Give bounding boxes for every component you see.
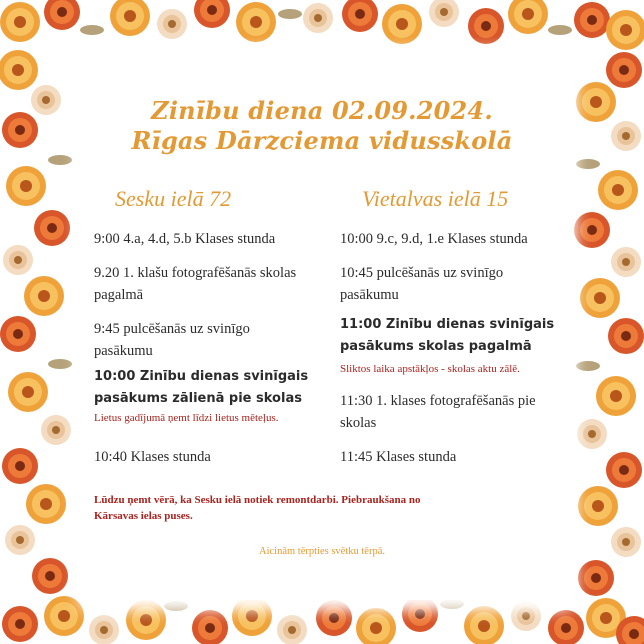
schedule-item: 9:00 4.a, 4.d, 5.b Klases stunda <box>94 231 276 247</box>
page-title-line1: Zinību diena 02.09.2024. <box>151 96 493 125</box>
schedule-item: 9:45 pulcēšanās uz svinīgo pasākumu <box>94 321 250 359</box>
schedule-item: 11:45 Klases stunda <box>340 449 457 465</box>
schedule-item: 9.20 1. klašu fotografēšanās skolas pagalmā <box>94 265 297 303</box>
roadworks-warning: Lūdzu ņemt vērā, ka Sesku ielā notiek remontdarbi. Piebraukšana no Kārsavas ielas puses. <box>94 494 421 522</box>
right-column-heading: Vietalvas ielā 15 <box>362 186 509 211</box>
weather-note: Sliktos laika apstākļos - skolas aktu zālē. <box>340 363 520 375</box>
schedule-item: 11:30 1. klases fotografēšanās pie skolas <box>340 393 536 431</box>
schedule-item-highlight: 11:00 Zinību dienas svinīgais pasākums skolas pagalmā <box>340 317 555 354</box>
schedule-item: 10:45 pulcēšanās uz svinīgo pasākumu <box>340 265 504 303</box>
left-column-heading: Sesku ielā 72 <box>115 186 232 211</box>
schedule-item-highlight: 10:00 Zinību dienas svinīgais pasākums zālienā pie skolas <box>94 369 309 406</box>
schedule-item: 10:00 9.c, 9.d, 1.e Klases stunda <box>340 231 528 247</box>
dress-code-footer: Aicinām tērpties svētku tērpā. <box>259 546 385 557</box>
schedule-item: 10:40 Klases stunda <box>94 449 211 465</box>
rain-note: Lietus gadījumā ņemt līdzi lietus mēteļus. <box>94 412 279 424</box>
page-title-line2: Rīgas Dārzciema vidusskolā <box>131 126 513 155</box>
